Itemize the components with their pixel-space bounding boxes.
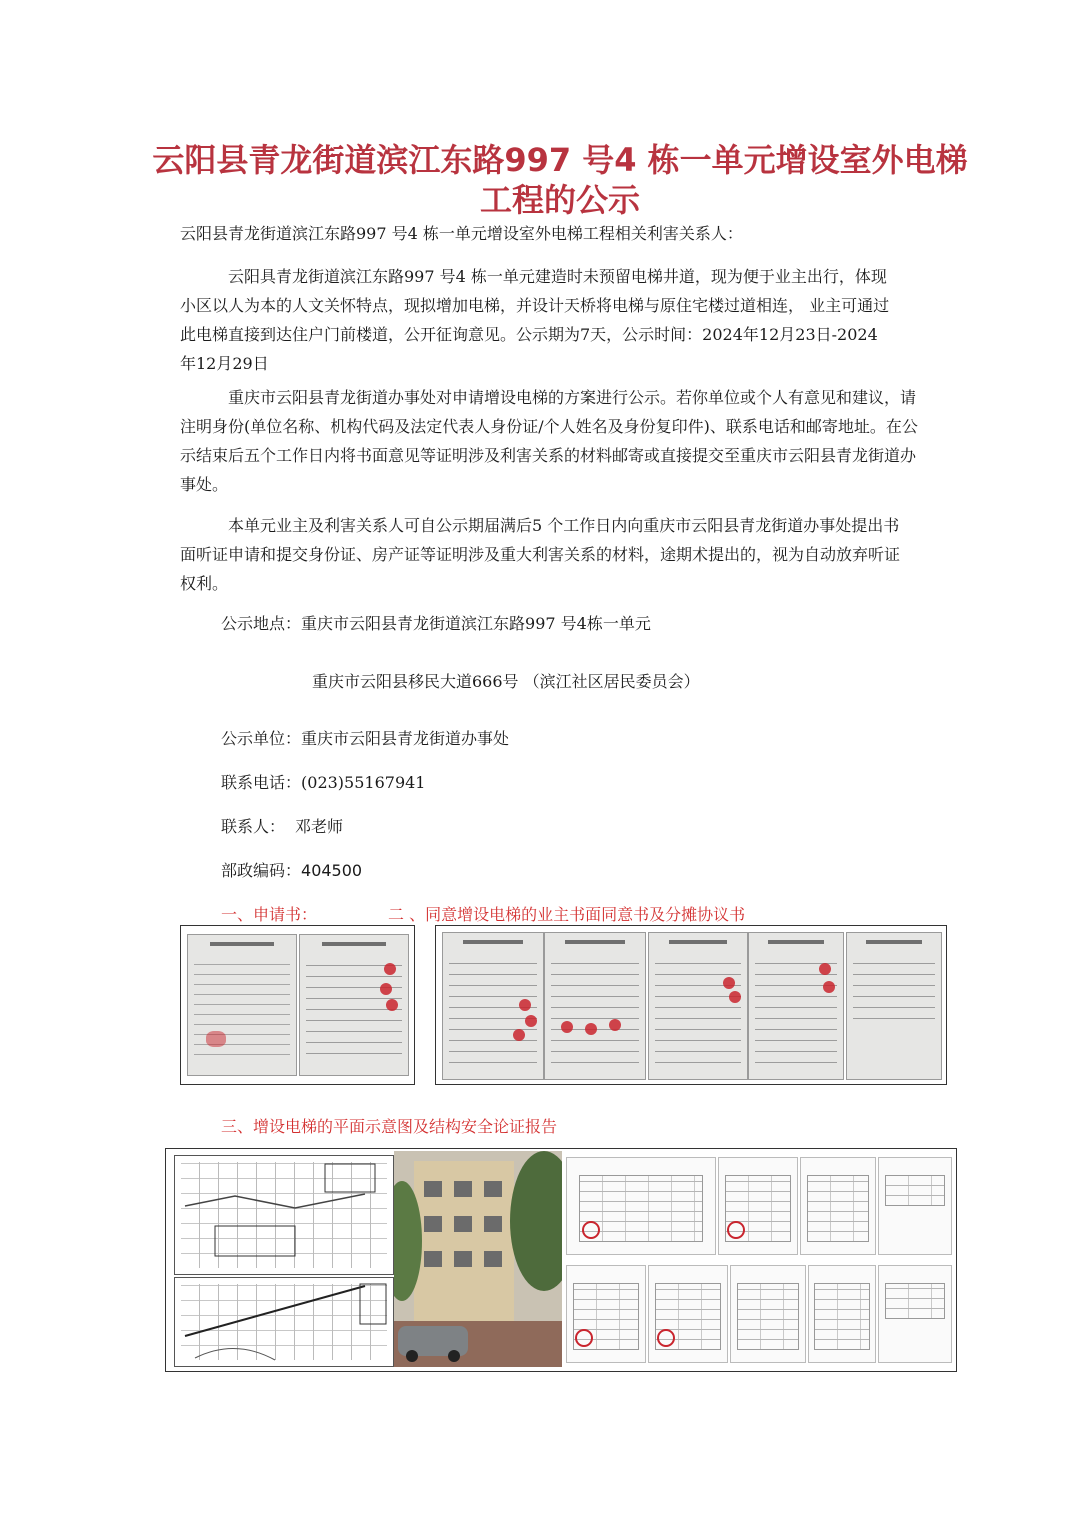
unit-value: 重庆市云阳县青龙街道办事处 [301, 729, 510, 748]
paragraph-notice: 云阳具青龙街道滨江东路997 号4 栋一单元建造时未预留电梯井道，现为便于业主出行，体现 小区以人为本的人文关怀特点，现拟增加电梯，并设计天桥将电梯与原住宅楼过道相连， 业主可通过此电梯直接到达住户门前楼道，公开征询意见。公示期为7天，公示时间：2024年12月23日-2024年12月29日 [180, 267, 890, 373]
page-title: 云阳县青龙街道滨江东路997 号4 栋一单元增设室外电梯工程的公示 [152, 141, 968, 219]
application-scans [180, 925, 415, 1085]
intro-line: 云阳县青龙街道滨江东路997 号4 栋一单元增设室外电梯工程相关利害关系人： [180, 224, 743, 243]
building-photo-image [394, 1151, 562, 1367]
contact-label: 联系人： [221, 817, 286, 836]
consent-scans [435, 925, 947, 1085]
plan-sketch-2 [175, 1278, 393, 1366]
section-1-heading: 一、申请书： [221, 905, 318, 924]
unit-label: 公示单位： [221, 729, 302, 748]
postcode-line [221, 859, 362, 883]
consent-scan-2 [544, 932, 646, 1080]
report-page-3 [800, 1157, 876, 1255]
report-page-5 [566, 1265, 646, 1363]
paragraph-objection: 重庆市云阳县青龙街道办事处对申请增设电梯的方案进行公示。若你单位或个人有意见和建议，请注明身份(单位名称、机构代码及法定代表人身份证/个人姓名及身份复印件)、联系电话和邮寄地址。在公示结束后五个工作日内将书面意见等证明涉及利害关系的材料邮寄或直接提交至重庆市云阳县青龙街道办事处。 [180, 388, 918, 494]
site-plan-drawing-1 [174, 1155, 394, 1275]
report-page-4 [878, 1157, 952, 1255]
postcode-label: 部政编码： [221, 861, 302, 880]
section-2-heading: 二 、同意增设电梯的业主书面同意书及分摊协议书 [388, 905, 746, 924]
contact-line [221, 815, 343, 839]
phone-label: 联系电话： [221, 773, 302, 792]
site-plan-drawing-2 [174, 1277, 394, 1367]
report-page-6 [648, 1265, 728, 1363]
paragraph-hearing: 本单元业主及利害关系人可自公示期届满后5 个工作日内向重庆市云阳县青龙街道办事处提出书面听证申请和提交身份证、房产证等证明涉及重大利害关系的材料，途期术提出的，视为自动放弃听证权利。 [180, 516, 901, 593]
consent-scan-5 [846, 932, 942, 1080]
phone-value: (023)55167941 [301, 773, 426, 792]
report-page-1 [566, 1157, 716, 1255]
consent-scan-4 [748, 932, 844, 1080]
section-3-heading: 三、增设电梯的平面示意图及结构安全论证报告 [221, 1117, 558, 1136]
report-page-2 [718, 1157, 798, 1255]
location-label: 公示地点： [221, 614, 302, 633]
unit-line [221, 727, 509, 751]
owner-list-scan [299, 934, 409, 1076]
report-page-8 [808, 1265, 876, 1363]
location-line-1 [221, 612, 651, 636]
consent-scan-1 [442, 932, 544, 1080]
contact-value: 邓老师 [295, 817, 344, 836]
building-photo [394, 1151, 562, 1367]
plans-and-report [165, 1148, 957, 1372]
location-value-1: 重庆市云阳县青龙街道滨江东路997 号4栋一单元 [301, 614, 651, 633]
consent-scan-3 [648, 932, 748, 1080]
report-page-7 [730, 1265, 806, 1363]
postcode-value: 404500 [301, 861, 363, 880]
application-letter-scan [187, 934, 297, 1076]
report-page-9 [878, 1265, 952, 1363]
location-line-2: 重庆市云阳县移民大道666号 （滨江社区居民委员会） [312, 672, 700, 691]
plan-sketch-1 [175, 1156, 393, 1274]
phone-line [221, 771, 425, 795]
